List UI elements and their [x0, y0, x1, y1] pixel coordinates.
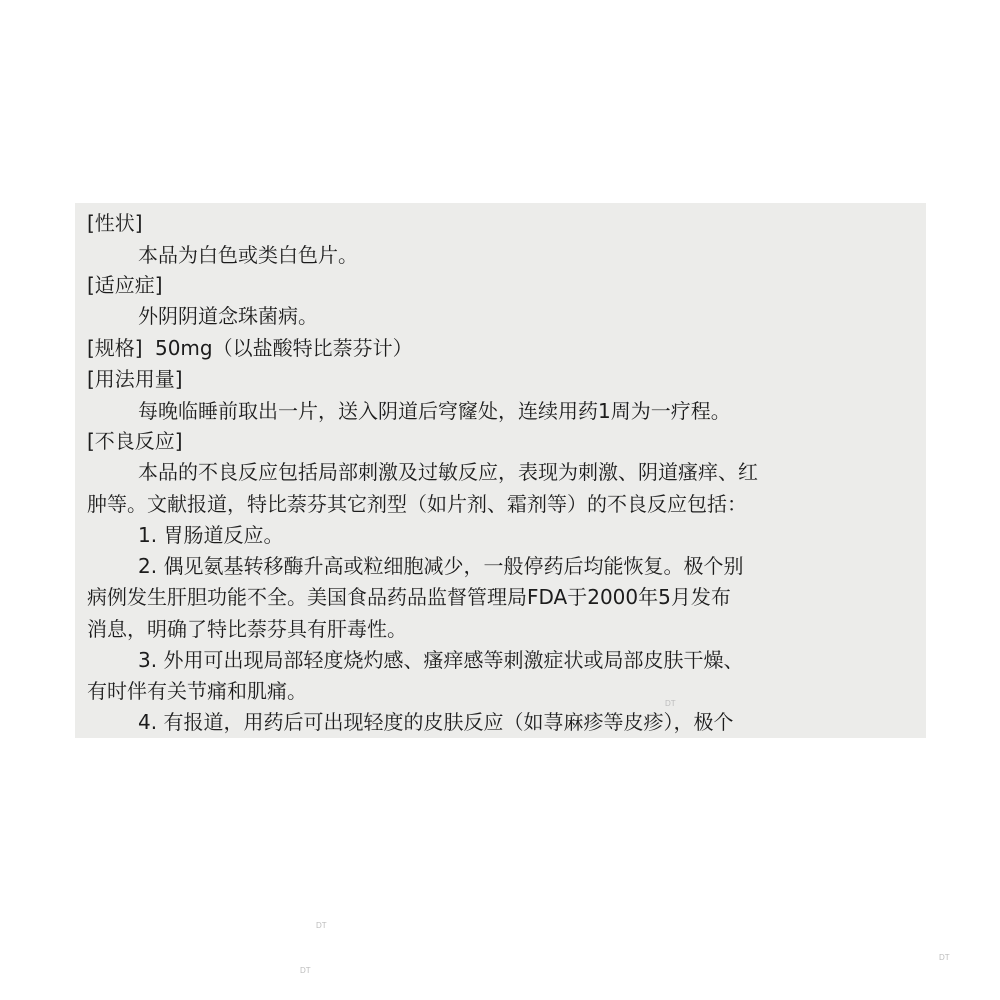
section-body-xingzhuang: 本品为白色或类白色片。	[138, 243, 358, 267]
paragraph-line: 3. 外用可出现局部轻度烧灼感、瘙痒感等刺激症状或局部皮肤干燥、	[138, 648, 744, 672]
section-spec-row	[87, 334, 413, 362]
section-value-guige: 50mg（以盐酸特比萘芬计）	[154, 336, 413, 360]
paragraph-line: 4. 有报道，用药后可出现轻度的皮肤反应（如荨麻疹等皮疹），极个	[138, 710, 734, 734]
watermark-text: DT	[316, 921, 327, 930]
section-heading-yongfa: [用法用量]	[87, 367, 183, 391]
section-heading-xingzhuang: [性状]	[87, 211, 143, 235]
paragraph-line: 病例发生肝胆功能不全。美国食品药品监督管理局FDA于2000年5月发布	[87, 585, 731, 609]
section-heading-buliang: [不良反应]	[87, 429, 183, 453]
scanned-leaflet	[75, 203, 926, 738]
paragraph-line: 1. 胃肠道反应。	[138, 523, 284, 547]
section-heading-shiyingzheng: [适应症]	[87, 273, 163, 297]
paragraph-line: 肿等。文献报道，特比萘芬其它剂型（如片剂、霜剂等）的不良反应包括：	[87, 492, 747, 516]
paragraph-line: 2. 偶见氨基转移酶升高或粒细胞减少，一般停药后均能恢复。极个别	[138, 554, 744, 578]
watermark-text: DT	[665, 699, 676, 708]
paragraph-line: 消息，明确了特比萘芬具有肝毒性。	[87, 617, 407, 641]
watermark-text: DT	[939, 953, 950, 962]
watermark-text: DT	[300, 966, 311, 975]
section-body-yongfa: 每晚临睡前取出一片，送入阴道后穹窿处，连续用药1周为一疗程。	[138, 399, 731, 423]
section-heading-guige: [规格]	[87, 336, 143, 360]
paragraph-line: 本品的不良反应包括局部刺激及过敏反应，表现为刺激、阴道瘙痒、红	[138, 460, 758, 484]
paragraph-line: 有时伴有关节痛和肌痛。	[87, 679, 307, 703]
section-body-shiyingzheng: 外阴阴道念珠菌病。	[138, 304, 318, 328]
